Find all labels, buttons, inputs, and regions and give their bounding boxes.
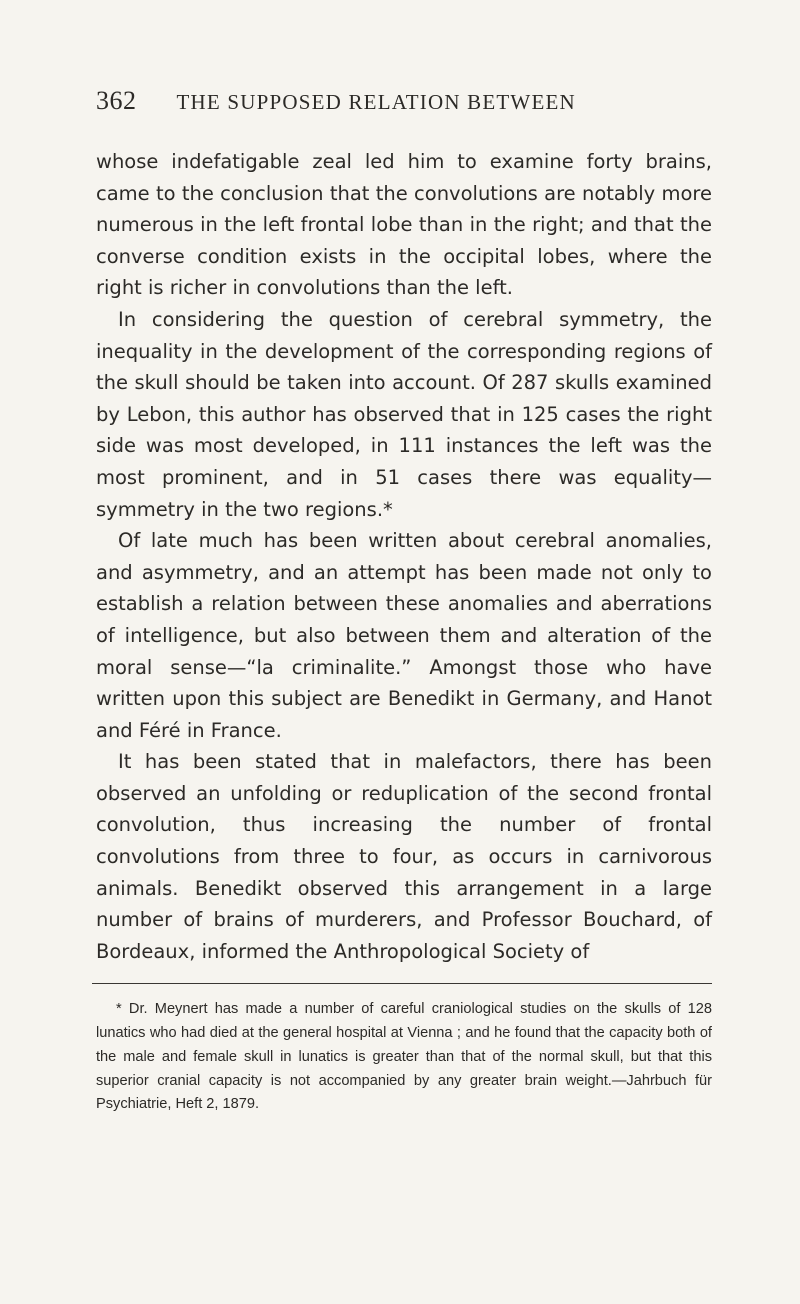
footnote: [96, 998, 712, 1117]
running-title: THE SUPPOSED RELATION BETWEEN: [176, 90, 576, 114]
footnote-divider: [92, 983, 712, 984]
book-page: [96, 86, 712, 1117]
paragraph: whose indefatigable zeal led him to examine forty brains, came to the conclusion that the convolutions are notably more numerous in the left frontal lobe than in the right; and that the converse condition exists in the occipital lobes, where the right is richer in convolutions than the left.: [96, 150, 712, 300]
paragraph: In considering the question of cerebral symmetry, the inequality in the development of the corresponding regions of the skull should be taken into account. Of 287 skulls examined by Lebon, this author has observed that in 125 cases the right side was most developed, in 111 instances the left was the most prominent, and in 51 cases there was equality—symmetry in the two regions.*: [96, 307, 712, 521]
body-text: [96, 146, 712, 967]
footnote-text: * Dr. Meynert has made a number of careful craniological studies on the skulls of 128 lunatics who had died at the general hospital at Vienna ; and he found that the capacity both of the male and female skull in lunatics is greater than that of the normal skull, but that this superior cranial capacity is not accompanied by any greater brain weight.—Jahrbuch für Psychiatrie, Heft 2, 1879.: [96, 1001, 712, 1113]
running-head: [96, 86, 712, 126]
paragraph: Of late much has been written about cerebral anomalies, and asymmetry, and an attempt has been made not only to establish a relation between these anomalies and aberrations of intelligence, but also between them and alteration of the moral sense—“la criminalite.” Amongst those who have written upon this subject are Benedikt in Germany, and Hanot and Féré in France.: [96, 529, 712, 742]
paragraph: It has been stated that in malefactors, there has been observed an unfolding or reduplication of the second frontal convolution, thus increasing the number of frontal convolutions from three to four, as occurs in carnivorous animals. Benedikt observed this arrangement in a large number of brains of murderers, and Professor Bouchard, of Bordeaux, informed the Anthropological Society of: [96, 750, 712, 963]
page-number: 362: [96, 86, 137, 115]
